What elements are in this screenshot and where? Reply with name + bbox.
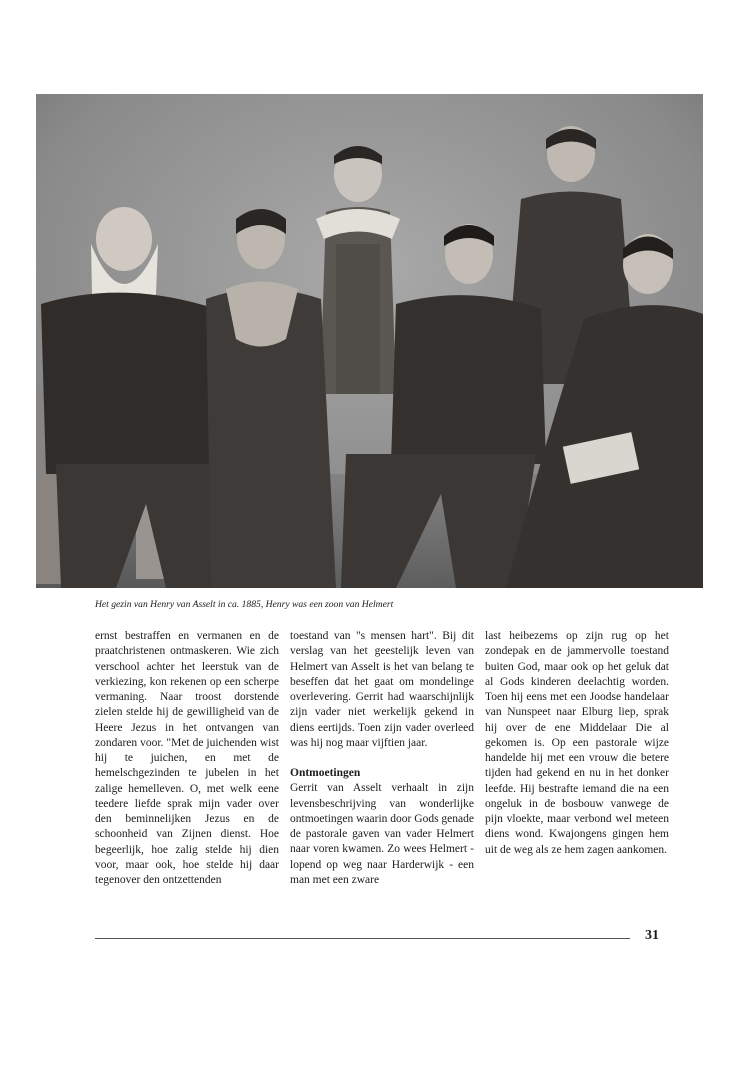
text-column-1 (95, 629, 279, 888)
paragraph: Gerrit van Asselt verhaalt in zijn levensbeschrijving van wonderlijke ontmoetingen waarin door Gods genade de pastorale gaven van vader Helmert naar voren kwamen. Zo wees Helmert - lopend op weg naar Harderwijk - een man met een zware (290, 782, 474, 886)
paragraph: toestand van "s mensen hart". Bij dit verslag van het geestelijk leven van Helmert van Asselt is het van belang te beseffen dat het gaat om mondelinge overlevering. Gerrit had waarschijnlijk zijn vader niet werkelijk gekend in diens eertijds. Toen zijn vader overleed was hij nog maar vijftien jaar. (290, 630, 474, 749)
page-number: 31 (645, 928, 659, 943)
paragraph: ernst bestraffen en vermanen en de praatchristenen ontmaskeren. Wie zich verschool achter het leerstuk van de verkiezing, kon rekenen op een scherpe vermaning. Naar troost dorstende zielen stelde hij de gewilligheid van de Heere Jezus in het ontvangen van zondaren voor. "Met de juichenden wist hij te juichen, en met de hemelschgezinden te jubelen in het zalige hemelleven. O, met welk eene teedere liefde sprak mijn vader over den beminnelijken Jezus en de schoonheid van Zijnen dienst. Hoe begeerlijk, hoe zalig stelde hij dien voor, maar ook, hoe stelde hij daar tegenover den ontzettenden (95, 630, 279, 886)
text-column-3 (485, 629, 669, 858)
family-portrait-photo (36, 94, 703, 588)
section-heading: Ontmoetingen (290, 767, 361, 779)
text-column-2 (290, 629, 474, 888)
family-portrait-illustration (36, 94, 703, 588)
paragraph: last heibezems op zijn rug op het zondepak en de jammervolle toestand buiten God, maar ook op het geluk dat al Gods kinderen deelachtig worden. Toen hij eens met een Joodse handelaar van Nunspeet naar Elburg liep, sprak hij over de ene Middelaar Die al gekomen is. Op een pastorale wijze handelde hij met een vrouw die betere tijden had gekend en nu in het donker leefde. Hij bestrafte iemand die na een ongeluk in de bosbouw vanwege de pijn vloekte, maar verbond wel meteen diens wond. Kwajongens gingen hem uit de weg als ze hem zagen aankomen. (485, 630, 669, 856)
footer-rule (95, 938, 630, 939)
photo-caption: Het gezin van Henry van Asselt in ca. 1885, Henry was een zoon van Helmert (95, 599, 394, 610)
